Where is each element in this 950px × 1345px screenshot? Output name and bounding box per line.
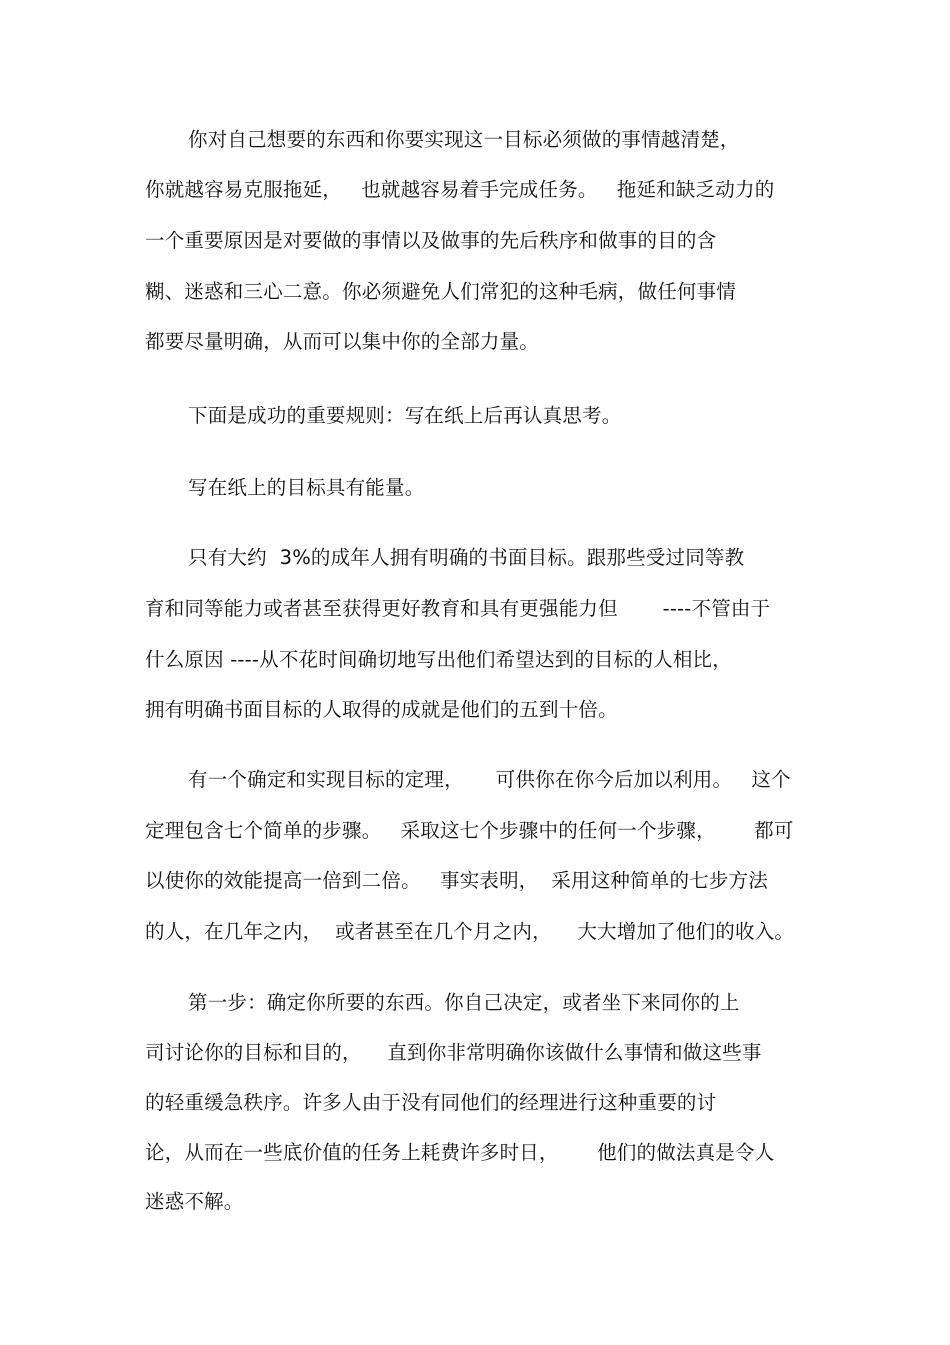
- text-line: 的人，在几年之内， 或者甚至在几个月之内， 大大增加了他们的收入。: [145, 920, 795, 943]
- text-line: 你对自己想要的东西和你要实现这一目标必须做的事情越清楚，: [188, 128, 740, 151]
- text-line: 你就越容易克服拖延， 也就越容易着手完成任务。 拖延和缺乏动力的: [145, 178, 775, 201]
- text-line: 什么原因 ----从不花时间确切地写出他们希望达到的目标的人相比，: [145, 648, 732, 671]
- text-line: 定理包含七个简单的步骤。 采取这七个步骤中的任何一个步骤， 都可: [145, 819, 794, 842]
- text-line: 的轻重缓急秩序。许多人由于没有同他们的经理进行这种重要的讨: [145, 1091, 717, 1114]
- text-line: 有一个确定和实现目标的定理， 可供你在你今后加以利用。 这个: [188, 768, 791, 791]
- text-line: 司讨论你的目标和目的， 直到你非常明确你该做什么事情和做这些事: [145, 1041, 762, 1064]
- text-line: 迷惑不解。: [145, 1190, 244, 1213]
- text-line: 以使你的效能提高一倍到二倍。 事实表明， 采用这种简单的七步方法: [145, 869, 768, 892]
- text-line: 写在纸上的目标具有能量。: [188, 476, 425, 499]
- text-line: 论，从而在一些底价值的任务上耗费许多时日， 他们的做法真是令人: [145, 1141, 775, 1164]
- text-line: 育和同等能力或者甚至获得更好教育和具有更强能力但 ----不管由于: [145, 597, 771, 620]
- text-line: 拥有明确书面目标的人取得的成就是他们的五到十倍。: [145, 698, 618, 721]
- text-line: 第一步：确定你所要的东西。你自己决定，或者坐下来同你的上: [188, 991, 740, 1014]
- text-line: 都要尽量明确，从而可以集中你的全部力量。: [145, 330, 540, 353]
- text-line: 一个重要原因是对要做的事情以及做事的先后秩序和做事的目的含: [145, 229, 717, 252]
- text-line: 下面是成功的重要规则：写在纸上后再认真思考。: [188, 404, 622, 427]
- text-line: 只有大约 3%的成年人拥有明确的书面目标。跟那些受过同等教: [188, 546, 745, 569]
- text-line: 糊、迷惑和三心二意。你必须避免人们常犯的这种毛病，做任何事情: [145, 280, 737, 303]
